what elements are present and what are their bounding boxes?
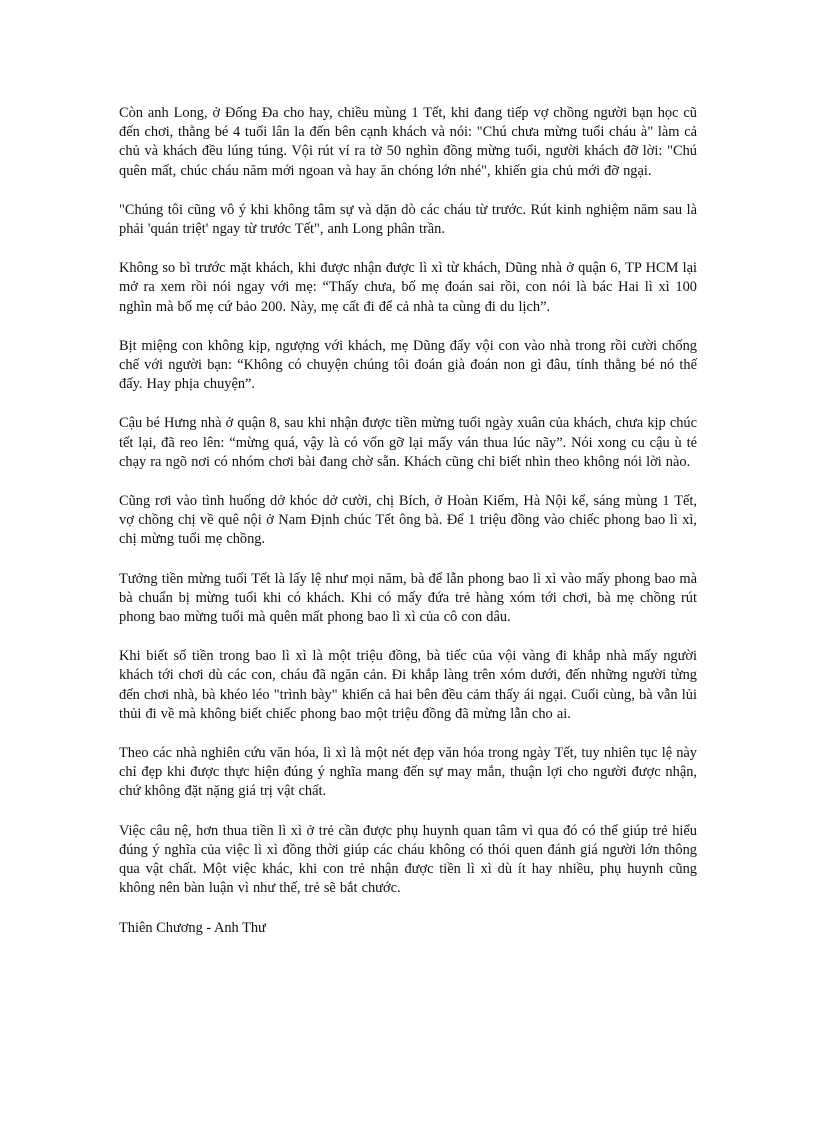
author-byline: Thiên Chương - Anh Thư bbox=[119, 919, 266, 936]
paragraph-4: Bịt miệng con không kịp, ngượng với khách, mẹ Dũng đẩy vội con vào nhà trong rồi cười chống chế với người bạn: “Không có chuyện chúng tôi đoán già đoán non gì đâu, tính thằng bé nó thế đấy. Hay phịa chuyện”. bbox=[119, 337, 697, 393]
paragraph-3: Không so bì trước mặt khách, khi được nhận được lì xì từ khách, Dũng nhà ở quận 6, TP HCM lại mở ra xem rồi nói ngay với mẹ: “Thấy chưa, bố mẹ đoán sai rồi, con nói là bác Hai lì xì 100 nghìn mà bố mẹ cứ bảo 200. Này, mẹ cất đi để cả nhà ta cùng đi du lịch”. bbox=[119, 260, 697, 315]
paragraph-10: Việc câu nệ, hơn thua tiền lì xì ở trẻ cần được phụ huynh quan tâm vì qua đó có thể giúp trẻ hiểu đúng ý nghĩa của việc lì xì đồng thời giúp các cháu không có thói quen đánh giá người lớn thông qua vật chất. Một việc khác, khi con trẻ nhận được tiền lì xì dù ít hay nhiều, phụ huynh cũng không nên bàn luận vì như thế, trẻ sẽ bắt chước. bbox=[119, 822, 697, 897]
paragraph-9: Theo các nhà nghiên cứu văn hóa, lì xì là một nét đẹp văn hóa trong ngày Tết, tuy nhiên tục lệ này chỉ đẹp khi được thực hiện đúng ý nghĩa mang đến sự may mắn, thuận lợi cho người được nhận, chứ không đặt nặng giá trị vật chất. bbox=[119, 745, 697, 800]
paragraph-7: Tưởng tiền mừng tuổi Tết là lấy lệ như mọi năm, bà để lẫn phong bao lì xì vào mấy phong bao mà bà chuẩn bị mừng tuổi khi có khách. Khi có mấy đứa trẻ hàng xóm tới chơi, bà mẹ chồng rút phong bao mừng tuổi mà quên mất phong bao lì xì của cô con dâu. bbox=[119, 570, 697, 626]
paragraph-6: Cũng rơi vào tình huống dở khóc dở cười, chị Bích, ở Hoàn Kiếm, Hà Nội kể, sáng mùng 1 Tết, vợ chồng chị về quê nội ở Nam Định chúc Tết ông bà. Để 1 triệu đồng vào chiếc phong bao lì xì, chị mừng tuổi mẹ chồng. bbox=[119, 493, 697, 548]
paragraph-1: Còn anh Long, ở Đống Đa cho hay, chiều mùng 1 Tết, khi đang tiếp vợ chồng người bạn học cũ đến chơi, thằng bé 4 tuổi lân la đến bên cạnh khách và nói: "Chú chưa mừng tuổi cháu à" làm cả chủ và khách đều lúng túng. Vội rút ví ra tờ 50 nghìn đồng mừng tuổi, người khách đỡ lời: "Chú quên mất, chúc cháu năm mới ngoan và hay ăn chóng lớn nhé", khiến gia chủ mới đỡ ngại. bbox=[119, 105, 697, 179]
paragraph-2: "Chúng tôi cũng vô ý khi không tâm sự và dặn dò các cháu từ trước. Rút kinh nghiệm năm sau là phải 'quán triệt' ngay từ trước Tết", anh Long phân trần. bbox=[119, 201, 697, 238]
paragraph-8: Khi biết số tiền trong bao lì xì là một triệu đồng, bà tiếc của vội vàng đi khắp nhà mấy người khách tới chơi dù các con, cháu đã ngăn cản. Đi khắp làng trên xóm dưới, đến những người từng đến chơi nhà, bà khéo léo "trình bày" khiến cả hai bên đều cảm thấy ái ngại. Cuối cùng, bà vẫn lủi thủi đi về mà không biết chiếc phong bao một triệu đồng đã mừng lẫn cho ai. bbox=[119, 648, 697, 722]
paragraph-5: Cậu bé Hưng nhà ở quận 8, sau khi nhận được tiền mừng tuổi ngày xuân của khách, chưa kịp chúc tết lại, đã reo lên: “mừng quá, vậy là có vốn gỡ lại mấy ván thua lúc nãy”. Nói xong cu cậu ù té chạy ra ngõ nơi có nhóm chơi bài đang chờ sẵn. Khách cũng chỉ biết nhìn theo không nói lời nào. bbox=[119, 415, 697, 470]
article-body bbox=[119, 104, 697, 938]
